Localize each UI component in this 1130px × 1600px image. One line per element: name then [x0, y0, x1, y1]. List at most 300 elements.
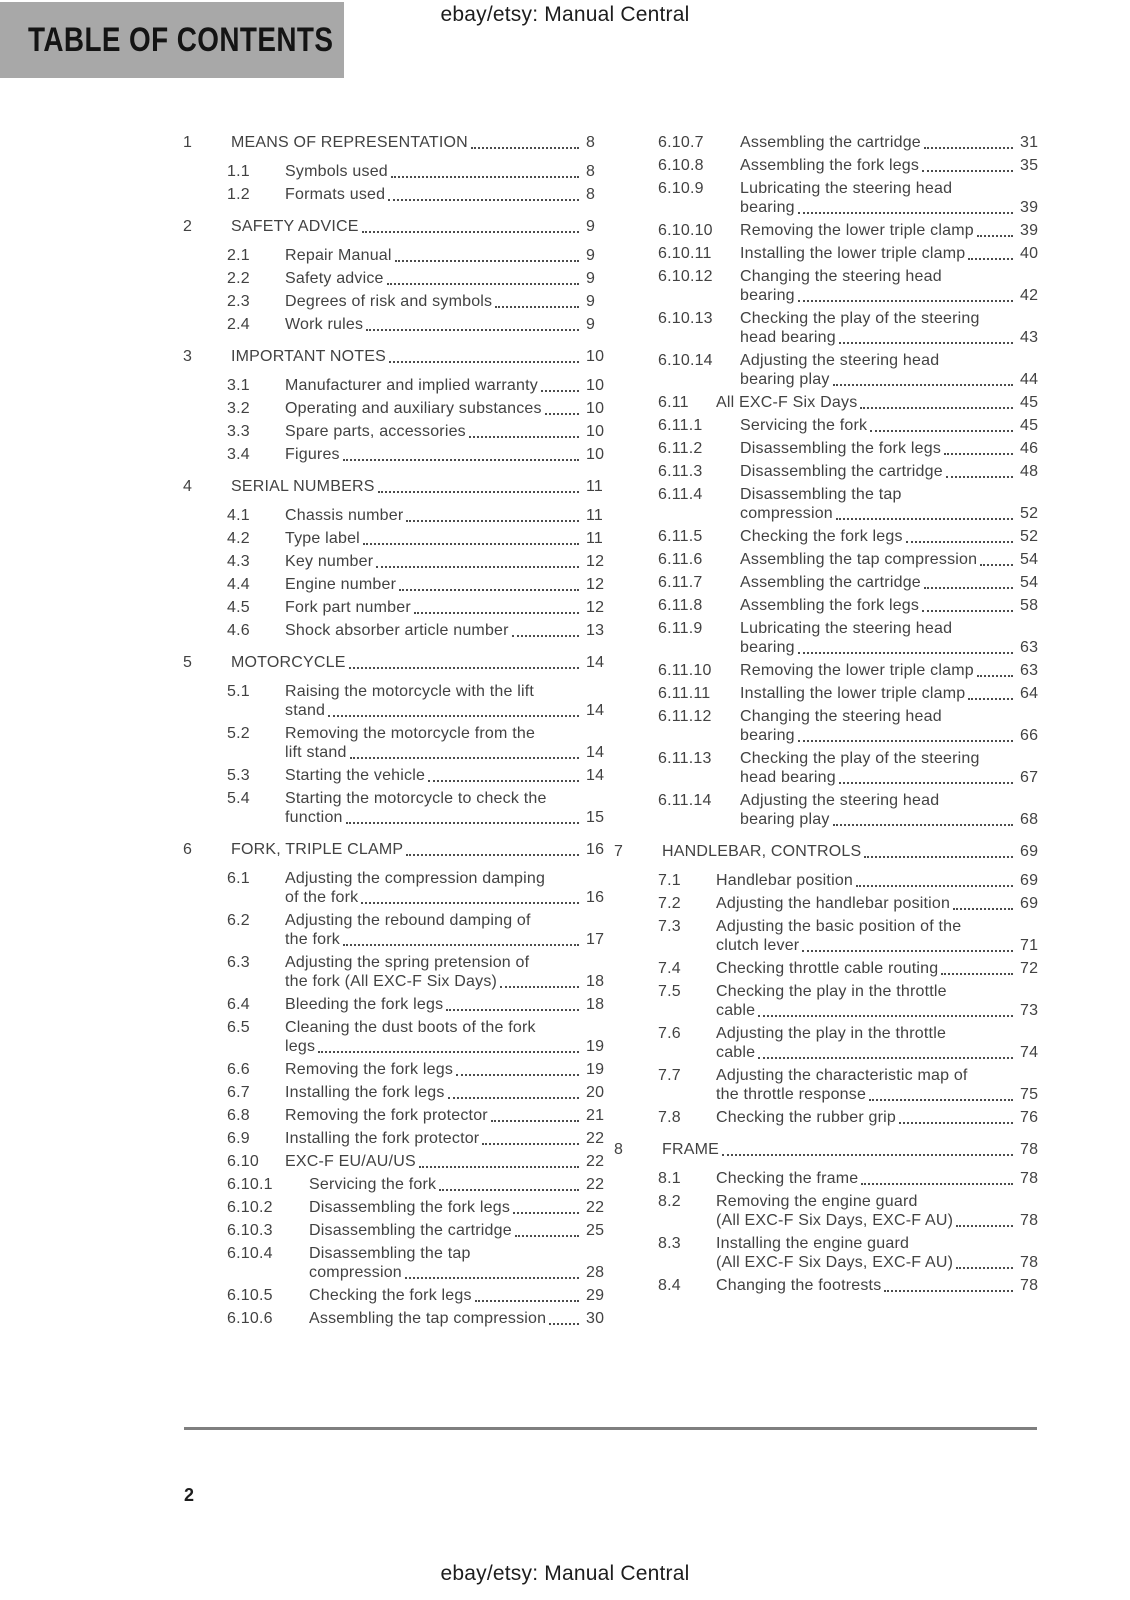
toc-entry	[612, 842, 1046, 861]
toc-entry-title: Checking the frame	[716, 1170, 859, 1187]
toc-entry-line	[716, 1234, 1046, 1253]
dot-leader	[974, 221, 1020, 240]
dot-leader	[941, 439, 1020, 458]
toc-page-number: 21	[586, 1107, 605, 1124]
dot-leader	[755, 1001, 1020, 1020]
toc-entry	[612, 619, 1046, 657]
toc-entry-number: 1.2	[227, 186, 250, 203]
toc-entry-line	[285, 185, 612, 204]
toc-entry-title-block	[716, 1066, 1046, 1104]
toc-entry-number: 6.10.13	[658, 310, 713, 327]
toc-entry-number: 4.5	[227, 599, 250, 616]
toc-entry-title: Checking the fork legs	[309, 1287, 472, 1304]
toc-entry-title-block	[716, 393, 1046, 412]
dot-leader	[425, 766, 586, 785]
toc-entry-number: 6.11.1	[658, 417, 703, 434]
toc-entry-title: Fork part number	[285, 599, 411, 616]
toc-page-number: 17	[586, 931, 605, 948]
dot-leader	[392, 246, 586, 265]
toc-entry-line	[285, 911, 612, 930]
dot-leader	[943, 462, 1020, 481]
toc-entry-title: IMPORTANT NOTES	[231, 348, 387, 365]
toc-entry-number: 6.11.9	[658, 620, 703, 637]
toc-entry	[612, 221, 1046, 240]
toc-entry-title: Removing the lower triple clamp	[740, 662, 974, 679]
toc-entry-title-block	[285, 911, 612, 949]
dot-leader	[861, 842, 1020, 861]
toc-entry	[181, 995, 612, 1014]
toc-entry	[612, 1234, 1046, 1272]
toc-entry-line	[285, 930, 612, 949]
dot-leader	[921, 573, 1020, 592]
toc-entry-title-block	[285, 1018, 612, 1056]
toc-entry-line	[716, 1043, 1046, 1062]
toc-page-number: 78	[1020, 1277, 1039, 1294]
toc-entry	[181, 552, 612, 571]
toc-entry-line	[740, 179, 1046, 198]
dot-leader	[385, 185, 586, 204]
toc-entry-line	[309, 1175, 612, 1194]
toc-entry-title-block	[740, 527, 1046, 546]
toc-entry-title-block	[285, 621, 612, 640]
toc-entry-title: stand	[285, 702, 326, 719]
toc-entry-title-block	[740, 351, 1046, 389]
toc-entry-title: Adjusting the steering head	[740, 792, 940, 809]
toc-entry-line	[740, 726, 1046, 745]
page-title-box	[0, 2, 344, 78]
toc-page-number: 54	[1020, 574, 1039, 591]
toc-entry-line	[285, 1018, 612, 1037]
toc-entry-number: 2	[183, 218, 193, 235]
toc-entry-title-block	[231, 477, 612, 496]
toc-entry-number: 6.11.2	[658, 440, 703, 457]
toc-entry-line	[231, 653, 612, 672]
toc-entry-number: 3.3	[227, 423, 250, 440]
toc-entry-title: Type label	[285, 530, 360, 547]
toc-entry-title-block	[662, 842, 1046, 861]
toc-entry-number: 3	[183, 348, 193, 365]
toc-entry-title: Adjusting the spring pretension of	[285, 954, 530, 971]
toc-page-number: 13	[586, 622, 605, 639]
toc-entry-title-block	[285, 869, 612, 907]
toc-entry-line	[285, 445, 612, 464]
toc-entry	[612, 309, 1046, 347]
toc-entry-number: 6.11.3	[658, 463, 703, 480]
toc-entry-line	[716, 393, 1046, 412]
toc-page-number: 29	[586, 1287, 605, 1304]
dot-leader	[853, 871, 1020, 890]
toc-entry-line	[285, 1037, 612, 1056]
toc-entry-number: 6.9	[227, 1130, 250, 1147]
toc-entry-title-block	[285, 185, 612, 204]
toc-page-number: 78	[1020, 1254, 1039, 1271]
toc-entry-title: Disassembling the tap	[309, 1245, 471, 1262]
toc-entry-number: 6.2	[227, 912, 250, 929]
toc-entry-line	[285, 621, 612, 640]
toc-entry-number: 6.10.4	[227, 1245, 273, 1262]
toc-page-number: 46	[1020, 440, 1039, 457]
dot-leader	[492, 292, 586, 311]
toc-entry-number: 6.10.11	[658, 245, 712, 262]
toc-page-number: 10	[586, 423, 605, 440]
toc-entry-title-block	[740, 550, 1046, 569]
toc-entry	[181, 445, 612, 464]
toc-entry-title-block	[285, 376, 612, 395]
toc-page-number: 12	[586, 599, 605, 616]
dot-leader	[346, 653, 586, 672]
toc-entry-line	[716, 959, 1046, 978]
toc-entry-title: Changing the steering head	[740, 268, 942, 285]
toc-page-number: 48	[1020, 463, 1039, 480]
toc-entry	[181, 953, 612, 991]
toc-page-number: 18	[586, 973, 605, 990]
toc-entry-line	[740, 286, 1046, 305]
toc-entry-title: the throttle response	[716, 1086, 867, 1103]
toc-entry-number: 6.10.6	[227, 1310, 273, 1327]
toc-entry	[181, 1198, 612, 1217]
toc-entry	[181, 315, 612, 334]
toc-entry-number: 6.11.12	[658, 708, 712, 725]
toc-entry-title-block	[716, 917, 1046, 955]
dot-leader	[881, 1276, 1020, 1295]
toc-page-number: 14	[586, 654, 605, 671]
toc-entry	[181, 217, 612, 236]
dot-leader	[386, 347, 586, 366]
dot-leader	[755, 1043, 1020, 1062]
toc-entry-title: Removing the engine guard	[716, 1193, 918, 1210]
toc-entry-line	[285, 701, 612, 720]
toc-entry-line	[285, 808, 612, 827]
toc-entry	[612, 1276, 1046, 1295]
dot-leader	[977, 550, 1020, 569]
toc-entry-title-block	[285, 682, 612, 720]
toc-entry	[612, 485, 1046, 523]
toc-entry-line	[309, 1309, 612, 1328]
toc-page-number: 75	[1020, 1086, 1039, 1103]
toc-page-number: 78	[1020, 1141, 1039, 1158]
toc-entry-line	[740, 619, 1046, 638]
toc-entry	[612, 982, 1046, 1020]
toc-entry-title: Chassis number	[285, 507, 404, 524]
dot-leader	[396, 575, 586, 594]
toc-entry-title: Adjusting the compression damping	[285, 870, 546, 887]
dot-leader	[953, 1253, 1020, 1272]
toc-entry-line	[740, 416, 1046, 435]
toc-page-number: 68	[1020, 811, 1039, 828]
toc-entry-title-block	[309, 1221, 612, 1240]
toc-entry-title: Disassembling the fork legs	[740, 440, 942, 457]
toc-entry-line	[740, 198, 1046, 217]
dot-leader	[799, 936, 1020, 955]
toc-entry-number: 6.3	[227, 954, 250, 971]
toc-entry-title-block	[716, 894, 1046, 913]
toc-page-number: 69	[1020, 843, 1039, 860]
toc-entry-line	[740, 328, 1046, 347]
toc-entry-number: 6.11.10	[658, 662, 712, 679]
toc-entry-line	[662, 1140, 1046, 1159]
toc-entry-line	[740, 309, 1046, 328]
toc-page-number: 15	[586, 809, 605, 826]
toc-page-number: 63	[1020, 662, 1039, 679]
dot-leader	[340, 445, 586, 464]
toc-entry	[612, 1140, 1046, 1159]
dot-leader	[919, 596, 1020, 615]
toc-page-number: 10	[586, 377, 605, 394]
toc-entry	[612, 179, 1046, 217]
toc-entry-number: 5.2	[227, 725, 250, 742]
dot-leader	[343, 808, 586, 827]
toc-entry-title: Installing the fork legs	[285, 1084, 445, 1101]
toc-entry-title: bearing	[740, 287, 795, 304]
toc-entry-line	[740, 504, 1046, 523]
toc-page-number: 64	[1020, 685, 1039, 702]
dot-leader	[830, 370, 1020, 389]
toc-entry-number: 5.4	[227, 790, 250, 807]
toc-page-number: 16	[586, 841, 605, 858]
toc-entry-title-block	[740, 221, 1046, 240]
toc-entry-line	[740, 768, 1046, 787]
toc-entry-title-block	[231, 347, 612, 366]
toc-entry-line	[740, 221, 1046, 240]
toc-entry-line	[231, 347, 612, 366]
toc-entry	[612, 894, 1046, 913]
toc-entry	[612, 1169, 1046, 1188]
toc-entry-number: 5	[183, 654, 193, 671]
toc-entry-title: Work rules	[285, 316, 364, 333]
toc-entry	[181, 506, 612, 525]
dot-leader	[388, 162, 586, 181]
toc-entry-title: Checking the fork legs	[740, 528, 903, 545]
toc-entry-number: 6.10.7	[658, 134, 704, 151]
toc-entry-number: 6.11.8	[658, 597, 703, 614]
toc-column-left	[181, 133, 612, 1332]
toc-entry	[181, 399, 612, 418]
toc-entry-line	[740, 596, 1046, 615]
dot-leader	[358, 888, 586, 907]
dot-leader	[436, 1175, 586, 1194]
toc-entry-title: All EXC-F Six Days	[716, 394, 858, 411]
toc-entry-title: Checking throttle cable routing	[716, 960, 939, 977]
toc-entry-line	[716, 871, 1046, 890]
toc-entry-number: 5.3	[227, 767, 250, 784]
toc-entry-line	[285, 972, 612, 991]
toc-entry-title: MOTORCYCLE	[231, 654, 346, 671]
toc-entry-title-block	[285, 1152, 612, 1171]
toc-entry-title: Lubricating the steering head	[740, 620, 953, 637]
toc-entry-number: 1.1	[227, 163, 250, 180]
toc-entry-title: Safety advice	[285, 270, 384, 287]
toc-entry-title-block	[740, 462, 1046, 481]
toc-entry-title: Checking the rubber grip	[716, 1109, 897, 1126]
dot-leader	[443, 995, 586, 1014]
toc-entry-line	[285, 552, 612, 571]
toc-entry-line	[285, 766, 612, 785]
toc-entry-line	[716, 936, 1046, 955]
toc-entry	[612, 351, 1046, 389]
toc-entry-number: 4.1	[227, 507, 250, 524]
toc-page-number: 10	[586, 348, 605, 365]
toc-entry-title: Assembling the fork legs	[740, 597, 920, 614]
dot-leader	[719, 1140, 1020, 1159]
toc-entry-title: compression	[740, 505, 833, 522]
toc-entry	[181, 185, 612, 204]
toc-page-number: 40	[1020, 245, 1039, 262]
toc-entry-line	[716, 1192, 1046, 1211]
toc-entry-title-block	[716, 959, 1046, 978]
toc-entry	[612, 416, 1046, 435]
dot-leader	[375, 477, 586, 496]
toc-page-number: 45	[1020, 417, 1039, 434]
toc-entry-title: Formats used	[285, 186, 386, 203]
toc-entry-number: 2.1	[227, 247, 250, 264]
toc-entry-title-block	[231, 653, 612, 672]
toc-entry-title: of the fork	[285, 889, 359, 906]
toc-entry	[181, 840, 612, 859]
dot-leader	[384, 269, 586, 288]
toc-entry-line	[740, 749, 1046, 768]
toc-page-number: 74	[1020, 1044, 1039, 1061]
toc-entry-number: 6.1	[227, 870, 250, 887]
toc-entry-title: Key number	[285, 553, 374, 570]
toc-entry-number: 7.2	[658, 895, 681, 912]
toc-entry-number: 7.6	[658, 1025, 681, 1042]
toc-entry	[612, 661, 1046, 680]
toc-column-right	[612, 133, 1046, 1299]
toc-entry	[181, 1221, 612, 1240]
dot-leader	[453, 1060, 586, 1079]
toc-entry-title-block	[740, 267, 1046, 305]
toc-page-number: 19	[586, 1038, 605, 1055]
dot-leader	[830, 810, 1020, 829]
toc-entry-title: Adjusting the characteristic map of	[716, 1067, 968, 1084]
toc-entry-title-block	[309, 1198, 612, 1217]
toc-entry-line	[285, 315, 612, 334]
dot-leader	[953, 1211, 1020, 1230]
toc-entry-title: the fork	[285, 931, 340, 948]
toc-entry-title: Removing the fork protector	[285, 1107, 488, 1124]
toc-entry-title-block	[285, 575, 612, 594]
toc-entry-title-block	[716, 982, 1046, 1020]
toc-entry-title-block	[309, 1286, 612, 1305]
dot-leader	[403, 506, 586, 525]
toc-entry	[612, 707, 1046, 745]
toc-entry-line	[740, 462, 1046, 481]
toc-entry	[181, 1244, 612, 1282]
dot-leader	[795, 638, 1020, 657]
toc-entry	[181, 1286, 612, 1305]
dot-leader	[866, 1085, 1020, 1104]
toc-entry-number: 7.4	[658, 960, 681, 977]
toc-entry-title-block	[740, 707, 1046, 745]
toc-entry-title: Changing the footrests	[716, 1277, 882, 1294]
toc-entry-title: EXC-F EU/AU/US	[285, 1153, 416, 1170]
toc-page-number: 78	[1020, 1212, 1039, 1229]
dot-leader	[509, 621, 586, 640]
toc-entry-title: bearing	[740, 199, 795, 216]
toc-entry-line	[716, 1108, 1046, 1127]
toc-entry-line	[285, 1152, 612, 1171]
dot-leader	[402, 1263, 586, 1282]
dot-leader	[795, 286, 1020, 305]
dot-leader	[340, 930, 586, 949]
toc-entry-title: Adjusting the play in the throttle	[716, 1025, 947, 1042]
toc-entry-line	[231, 133, 612, 152]
toc-entry-line	[285, 789, 612, 808]
toc-entry-title-block	[285, 422, 612, 441]
toc-entry-title: FORK, TRIPLE CLAMP	[231, 841, 404, 858]
toc-entry-title: Adjusting the steering head	[740, 352, 940, 369]
toc-entry	[181, 1175, 612, 1194]
toc-entry-title: Lubricating the steering head	[740, 180, 953, 197]
toc-entry-title: lift stand	[285, 744, 347, 761]
toc-entry-line	[285, 953, 612, 972]
toc-entry	[181, 376, 612, 395]
toc-entry-title-block	[285, 1083, 612, 1102]
toc-page-number: 67	[1020, 769, 1039, 786]
toc-entry	[612, 871, 1046, 890]
toc-entry	[612, 684, 1046, 703]
dot-leader	[315, 1037, 586, 1056]
toc-page-number: 43	[1020, 329, 1039, 346]
toc-entry-title-block	[740, 485, 1046, 523]
toc-entry	[181, 1106, 612, 1125]
toc-entry-title: the fork (All EXC-F Six Days)	[285, 973, 498, 990]
toc-page-number: 39	[1020, 222, 1039, 239]
toc-entry-title-block	[285, 399, 612, 418]
toc-entry-title-block	[740, 416, 1046, 435]
toc-page-number: 11	[586, 478, 604, 495]
toc-page-number: 22	[586, 1176, 605, 1193]
toc-page-number: 8	[586, 163, 596, 180]
toc-entry-title: Removing the motorcycle from the	[285, 725, 536, 742]
toc-entry-title: Removing the lower triple clamp	[740, 222, 974, 239]
toc-entry-title: Handlebar position	[716, 872, 854, 889]
toc-entry-number: 2.2	[227, 270, 250, 287]
toc-entry-line	[285, 724, 612, 743]
toc-entry	[181, 1060, 612, 1079]
toc-entry-line	[285, 292, 612, 311]
toc-page-number: 12	[586, 553, 605, 570]
toc-page-number: 31	[1020, 134, 1039, 151]
toc-entry	[612, 791, 1046, 829]
dot-leader	[896, 1108, 1020, 1127]
toc-entry-title: bearing	[740, 639, 795, 656]
toc-entry-title-block	[740, 596, 1046, 615]
toc-entry-line	[716, 982, 1046, 1001]
toc-entry-title-block	[740, 309, 1046, 347]
toc-entry	[612, 596, 1046, 615]
toc-entry-number: 7.3	[658, 918, 681, 935]
toc-page-number: 9	[586, 270, 596, 287]
dot-leader	[938, 959, 1020, 978]
toc-entry-line	[740, 661, 1046, 680]
toc-page-number: 11	[586, 507, 604, 524]
toc-entry-title-block	[309, 1244, 612, 1282]
toc-entry-number: 8.4	[658, 1277, 681, 1294]
toc-entry	[181, 1309, 612, 1328]
toc-page-number: 22	[586, 1130, 605, 1147]
toc-entry-number: 4.3	[227, 553, 250, 570]
toc-page-number: 14	[586, 744, 605, 761]
toc-entry	[612, 133, 1046, 152]
toc-entry-title-block	[285, 995, 612, 1014]
toc-entry-number: 3.1	[227, 377, 250, 394]
header-site-label: ebay/etsy: Manual Central	[440, 3, 690, 26]
toc-entry	[181, 529, 612, 548]
toc-entry-number: 6.5	[227, 1019, 250, 1036]
toc-entry	[181, 911, 612, 949]
toc-page-number: 22	[586, 1199, 605, 1216]
